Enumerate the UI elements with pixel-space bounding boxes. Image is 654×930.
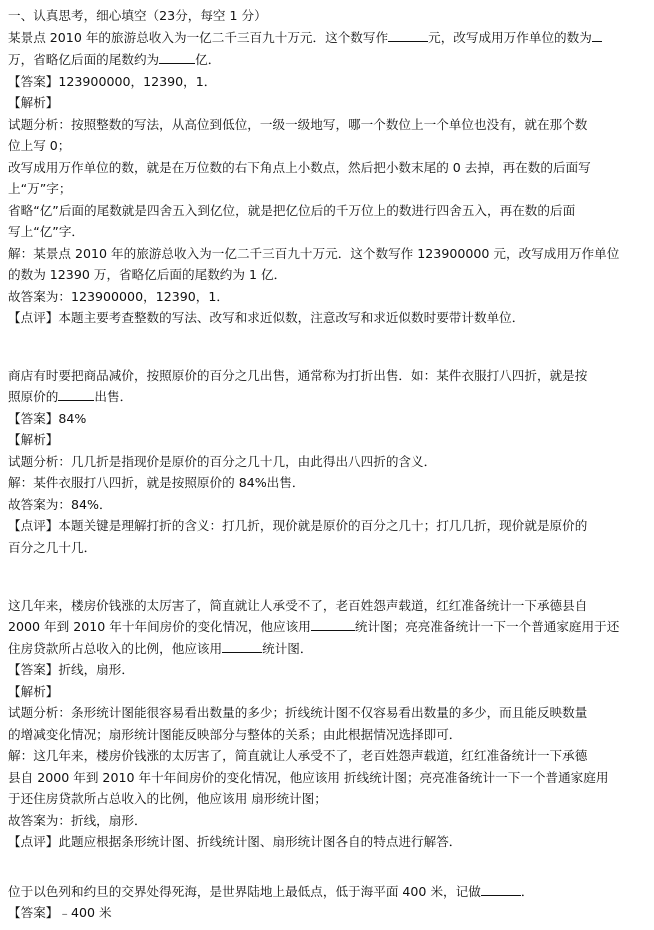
q3-stem-text-2b: 统计图；亮亮准备统计一下一个普通家庭用于还 [354,619,620,634]
q1-analysis-line: 试题分析：按照整数的写法，从高位到低位，一级一级地写，哪一个数位上一个单位也没有，就在那个数 [8,117,588,132]
question-1-stem [8,28,648,48]
q1-analysis-line: 省略“亿”后面的尾数就是四舍五入到亿位，就是把亿位后的千万位上的数进行四舍五入，再在数的后面 [8,203,576,218]
q1-analysis-label: 【解析】 [8,95,59,110]
q3-stem-text-2a: 2000 年到 2010 年十年间房价的变化情况，他应该用 [8,619,311,634]
question-2-stem-line-2 [8,387,648,407]
q4-answer: 【答案】﹣400 米 [8,905,112,920]
question-1-stem-line-2 [8,50,648,70]
q1-analysis-line: 解：某景点 2010 年的旅游总收入为一亿二千三百九十万元．这个数写作 123900000 元，改写成用万作单位 [8,246,620,261]
q3-analysis-line: 试题分析：条形统计图能很容易看出数量的多少；折线统计图不仅容易看出数量的多少，而且能反映数量 [8,705,588,720]
q2-answer: 【答案】84% [8,411,87,426]
question-3-stem-line-2 [8,617,648,637]
q1-analysis-line: 改写成用万作单位的数，就是在万位数的右下角点上小数点，然后把小数末尾的 0 去掉，再在数的后面写 [8,160,591,175]
q1-stem-text-a: 某景点 2010 年的旅游总收入为一亿二千三百九十万元．这个数写作 [8,30,389,45]
q1-blank-2 [592,28,602,42]
q2-blank-1 [58,387,94,401]
q1-stem-text-c: 万，省略亿后面的尾数约为 [8,52,160,67]
q3-analysis-line: 解：这几年来，楼房价钱涨的太厉害了，简直就让人承受不了，老百姓怨声载道，红红准备统计一下承德 [8,748,588,763]
q2-analysis-line: 故答案为：84%． [8,497,112,512]
question-3-stem: 这几年来，楼房价钱涨的太厉害了，简直就让人承受不了，老百姓怨声载道，红红准备统计一下承德县自 [8,598,588,613]
q4-blank-1 [481,882,521,896]
q1-stem-text-b: 元，改写成用万作单位的数为 [428,30,592,45]
q1-analysis-line: 位上写 0； [8,138,71,153]
q3-analysis-line: 的增减变化情况；扇形统计图能反映部分与整体的关系；由此根据情况选择即可． [8,727,462,742]
q1-blank-3 [159,50,195,64]
q1-stem-text-d: 亿． [195,52,221,67]
question-4-stem [8,882,648,902]
q3-blank-1 [311,617,355,631]
q3-analysis-line: 县自 2000 年到 2010 年十年间房价的变化情况，他应该用 折线统计图；亮亮准备统计一下一个普通家庭用 [8,770,609,785]
q2-analysis-line: 试题分析：几几折是指现价是原价的百分之几十几，由此得出八四折的含义． [8,454,437,469]
q2-comment: 【点评】本题关键是理解打折的含义：打几折，现价就是原价的百分之几十；打几几折，现价就是原价的 [8,518,588,533]
q2-analysis-line: 解：某件衣服打八四折，就是按照原价的 84%出售． [8,475,305,490]
q2-analysis-label: 【解析】 [8,432,59,447]
question-3-stem-line-3 [8,639,648,659]
q1-analysis-line: 的数为 12390 万，省略亿后面的尾数约为 1 亿． [8,267,287,282]
q3-comment: 【点评】此题应根据条形统计图、折线统计图、扇形统计图各自的特点进行解答． [8,834,462,849]
q1-comment: 【点评】本题主要考查整数的写法、改写和求近似数，注意改写和求近似数时要带计数单位． [8,310,525,325]
q3-analysis-label: 【解析】 [8,684,59,699]
q2-stem-text-c: 出售． [94,389,133,404]
q4-stem-text-a: 位于以色列和约旦的交界处得死海，是世界陆地上最低点，低于海平面 400 米，记做 [8,884,481,899]
q3-blank-2 [222,639,262,653]
q1-analysis-line: 上“万”字； [8,181,72,196]
q1-analysis-line: 写上“亿”字． [8,224,85,239]
q1-answer: 【答案】123900000，12390，1． [8,74,217,89]
q3-stem-text-3b: 统计图． [262,641,313,656]
q1-analysis-line: 故答案为：123900000，12390，1． [8,289,229,304]
q1-blank-1 [388,28,428,42]
q2-stem-text-b: 照原价的 [8,389,59,404]
question-2-stem: 商店有时要把商品减价，按照原价的百分之几出售，通常称为打折出售．如：某件衣服打八四折，就是按 [8,368,588,383]
q2-comment-line-2: 百分之几十几． [8,540,97,555]
q4-stem-text-b: ． [520,884,534,899]
q3-stem-text-3a: 住房贷款所占总收入的比例，他应该用 [8,641,223,656]
q3-analysis-line: 故答案为：折线，扇形． [8,813,147,828]
q3-answer: 【答案】折线，扇形． [8,662,134,677]
section-title: 一、认真思考，细心填空（23分，每空 1 分） [8,8,267,23]
q3-analysis-line: 于还住房贷款所占总收入的比例，他应该用 扇形统计图； [8,791,327,806]
